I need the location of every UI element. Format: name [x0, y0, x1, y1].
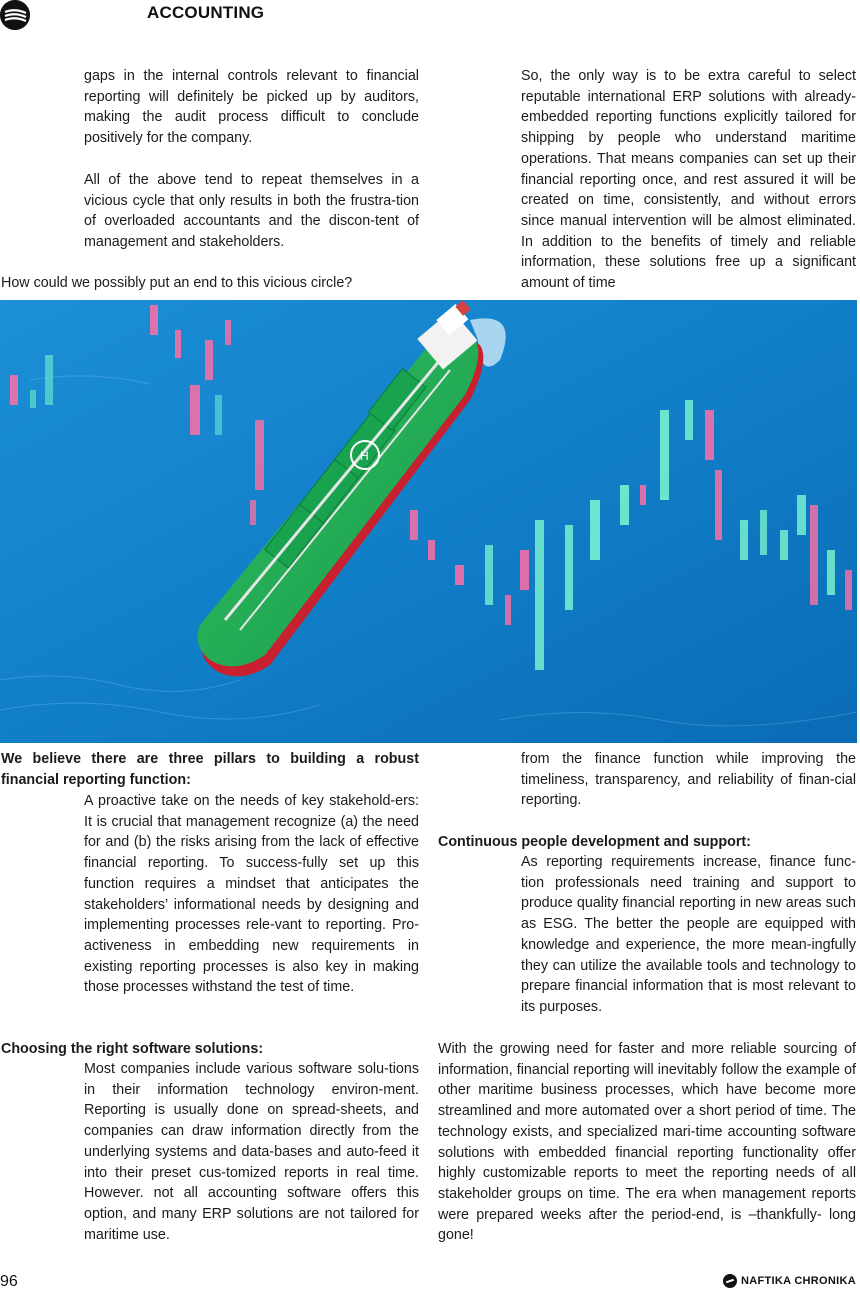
closing-paragraph: With the growing need for faster and more reliable sourcing of information, financial reporting will inevitably follow the example of other maritime business processes, which have become more streamlined and more automated over a short period of time. The technology exists, and specialized mari-time accounting software solutions with embedded financial reporting functionality offer highly customizable reports to meet the reporting needs of all stakeholder groups on time. The era when management reports were prepared weeks after the period-end, is –thankfully- long gone! — [438, 1041, 856, 1244]
erp-paragraph: So, the only way is to be extra careful to select reputable international ERP solutions with already-embedded reporting functions explicitly tailored for shipping by people who understand maritime operations. That means companies can set up their financial reporting once, and rest assured it will be created on time, consistently, and without errors since manual intervention will be almost eliminated. In addition to the benefits of timely and reliable information, these solutions free up a significant amount of time — [521, 68, 856, 292]
svg-text:H: H — [360, 449, 369, 463]
pillars-heading: We believe there are three pillars to building a robust financial reporting function: — [1, 751, 419, 788]
brand-name: NAFTIKA CHRONIKA — [741, 1275, 856, 1287]
people-development-heading: Continuous people development and support: — [438, 834, 751, 850]
magazine-logo-icon — [0, 0, 30, 30]
intro-paragraph-2: All of the above tend to repeat themselves in a vicious cycle that only results in both the frustra-tion of overloaded accountants and the discon-tent of management and stakeholders. — [84, 172, 419, 251]
ship-with-stock-candles-image — [0, 300, 857, 743]
software-heading: Choosing the right software solutions: — [1, 1041, 264, 1057]
brand-logo-icon — [723, 1274, 737, 1288]
intro-paragraph-1: gaps in the internal controls relevant to financial reporting will definitely be picked up by auditors, making the audit process difficult to conclude positively for the company. — [84, 68, 419, 147]
section-title: ACCOUNTING — [147, 3, 265, 22]
page-number: 96 — [0, 1273, 18, 1290]
finance-function-continuation: from the finance function while improving the timeliness, transparency, and reliability of finan-cial reporting. — [521, 751, 856, 809]
software-paragraph: Most companies include various software solu-tions in their information technology environ-ment. Reporting is usually done on spread-sheets, and companies can draw information directly from the underlying systems and data-bases and auto-feed it into their preset cus-tomized reports in real time. However. not all accounting software offers this option, and many ERP solutions are not tailored for maritime use. — [84, 1061, 419, 1243]
footer-brand — [723, 1274, 856, 1288]
people-development-paragraph: As reporting requirements increase, finance func-tion professionals need training and support to produce quality financial reporting in new areas such as ESG. The better the people are equipped with knowledge and experience, the more mean-ingfully they can utilize the available tools and technology to prepare financial information that is most relevant to its purposes. — [521, 854, 856, 1015]
vicious-circle-question: How could we possibly put an end to this vicious circle? — [1, 275, 353, 291]
pillar-stakeholders-paragraph: A proactive take on the needs of key stakehold-ers: It is crucial that management recognize (a) the need for and (b) the risks arising from the lack of effective financial reporting. To success-fully set up this function requires a mindset that anticipates the stakeholders’ informational needs by designing and implementing processes rele-vant to reporting. Pro-activeness in embedding new requirements in existing reporting processes is also key in making those processes withstand the test of time. — [84, 793, 419, 996]
